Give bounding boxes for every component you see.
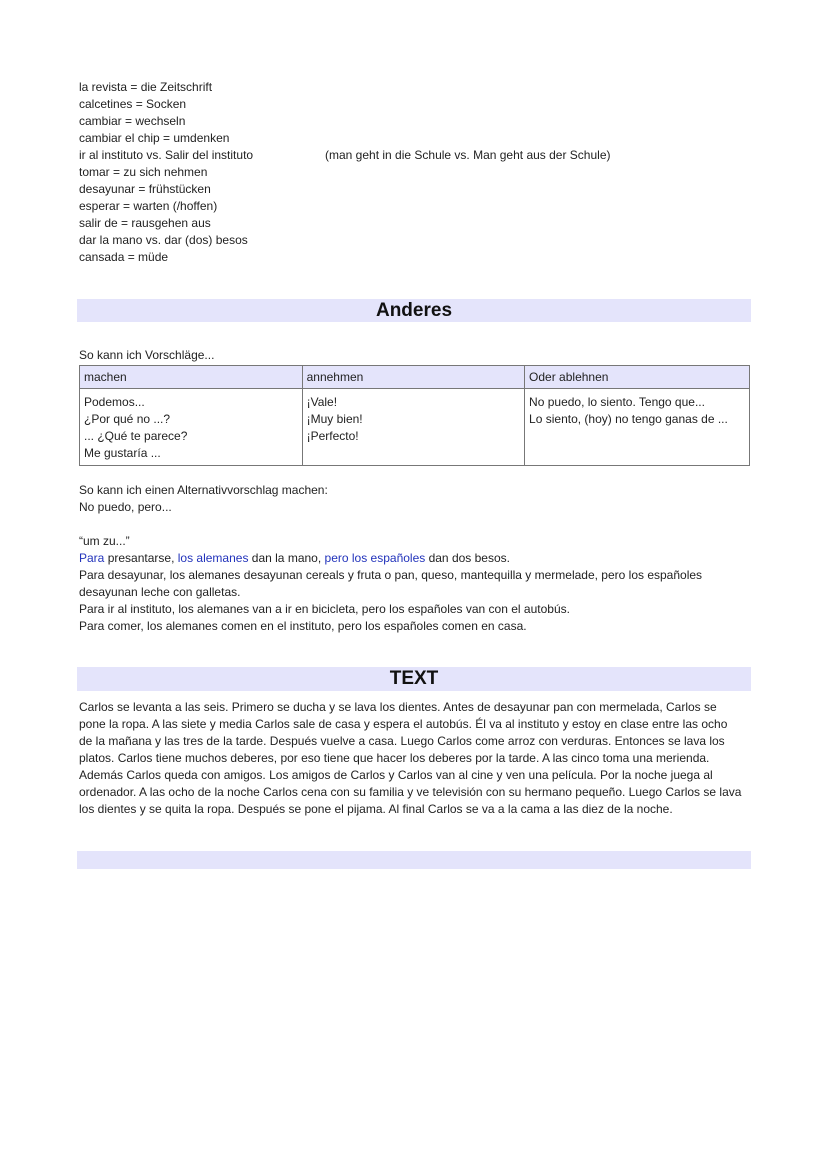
- vocab-item: ir al instituto vs. Salir del instituto: [79, 148, 254, 162]
- vocab-item: cambiar el chip = umdenken: [79, 131, 230, 145]
- table-cell-annehmen: [302, 389, 524, 466]
- vocab-item: esperar = warten (/hoffen): [79, 199, 218, 213]
- column-header: annehmen: [302, 366, 524, 389]
- proposals-table: [79, 365, 750, 466]
- vocab-item: calcetines = Socken: [79, 97, 187, 111]
- phrase: ¡Muy bien!: [306, 412, 363, 426]
- example-sentences: [79, 567, 747, 635]
- example-sentence: Para comer, los alemanes comen en el instituto, pero los españoles comen en casa.: [79, 619, 527, 633]
- vocab-item: cansada = müde: [79, 250, 169, 264]
- vocabulary-list: [79, 79, 379, 266]
- phrase: Podemos...: [84, 395, 145, 409]
- example-sentence: [79, 550, 510, 567]
- alternative-title: So kann ich einen Alternativvorschlag machen:: [79, 483, 328, 497]
- section-heading-text: TEXT: [77, 667, 751, 691]
- vocab-item: tomar = zu sich nehmen: [79, 165, 208, 179]
- phrase: ¿Por qué no ...?: [84, 412, 171, 426]
- table-cell-machen: [80, 389, 303, 466]
- highlight-alemanes: los alemanes: [177, 551, 249, 565]
- vocab-item: salir de = rausgehen aus: [79, 216, 211, 230]
- phrase: ¡Perfecto!: [306, 429, 359, 443]
- phrase: No puedo, lo siento. Tengo que...: [529, 395, 705, 409]
- highlight-para: Para: [79, 551, 105, 565]
- phrase: Me gustaría ...: [84, 446, 161, 460]
- section-band-empty: [77, 851, 751, 869]
- vocab-item: desayunar = frühstücken: [79, 182, 211, 196]
- phrase: ¡Vale!: [306, 395, 338, 409]
- vocab-item: la revista = die Zeitschrift: [79, 80, 213, 94]
- sentence-text: presantarse,: [104, 551, 178, 565]
- table-row: [80, 389, 750, 466]
- column-header: machen: [80, 366, 303, 389]
- proposals-intro: So kann ich Vorschläge...: [79, 348, 215, 362]
- example-sentence: Para ir al instituto, los alemanes van a ir en bicicleta, pero los españoles van con el autobús.: [79, 602, 570, 616]
- phrase: Lo siento, (hoy) no tengo ganas de ...: [529, 412, 728, 426]
- section-heading-anderes: Anderes: [77, 299, 751, 322]
- table-header-row: [80, 366, 750, 389]
- vocab-note: (man geht in die Schule vs. Man geht aus der Schule): [325, 148, 611, 162]
- column-header: Oder ablehnen: [525, 366, 750, 389]
- example-sentence: Para desayunar, los alemanes desayunan cereals y fruta o pan, queso, mantequilla y mermelade, pero los españoles desayunan leche con galletas.: [79, 568, 703, 599]
- table-cell-ablehnen: [525, 389, 750, 466]
- phrase: ... ¿Qué te parece?: [84, 429, 188, 443]
- highlight-espanoles: pero los españoles: [324, 551, 426, 565]
- um-zu-heading: “um zu...”: [79, 534, 130, 548]
- alternative-example: No puedo, pero...: [79, 500, 172, 514]
- sentence-text: dan dos besos.: [425, 551, 510, 565]
- vocab-item: dar la mano vs. dar (dos) besos: [79, 233, 248, 247]
- reading-text: Carlos se levanta a las seis. Primero se ducha y se lava los dientes. Antes de desayunar pan con mermelada, Carlos se pone la ropa. A las siete y media Carlos sale de casa y espera el autobús. Él va al instituto y estoy en clase entre las ocho de la mañana y las tres de la tarde. Después vuelve a casa. Luego Carlos come arroz con verduras. Entonces se lava los platos. Carlos tiene muchos deberes, por eso tiene que hacer los deberes por la tarde. A las cinco toma una merienda. Además Carlos queda con amigos. Los amigos de Carlos y Carlos van al cine y ven una película. Por la noche juega al ordenador. A las ocho de la noche Carlos cena con su familia y ve televisión con su hermano pequeño. Luego Carlos se lava los dientes y se quita la ropa. Después se pone el pijama. Al final Carlos se va a la cama a las diez de la noche.: [79, 700, 742, 816]
- vocab-item: cambiar = wechseln: [79, 114, 186, 128]
- sentence-text: dan la mano,: [248, 551, 325, 565]
